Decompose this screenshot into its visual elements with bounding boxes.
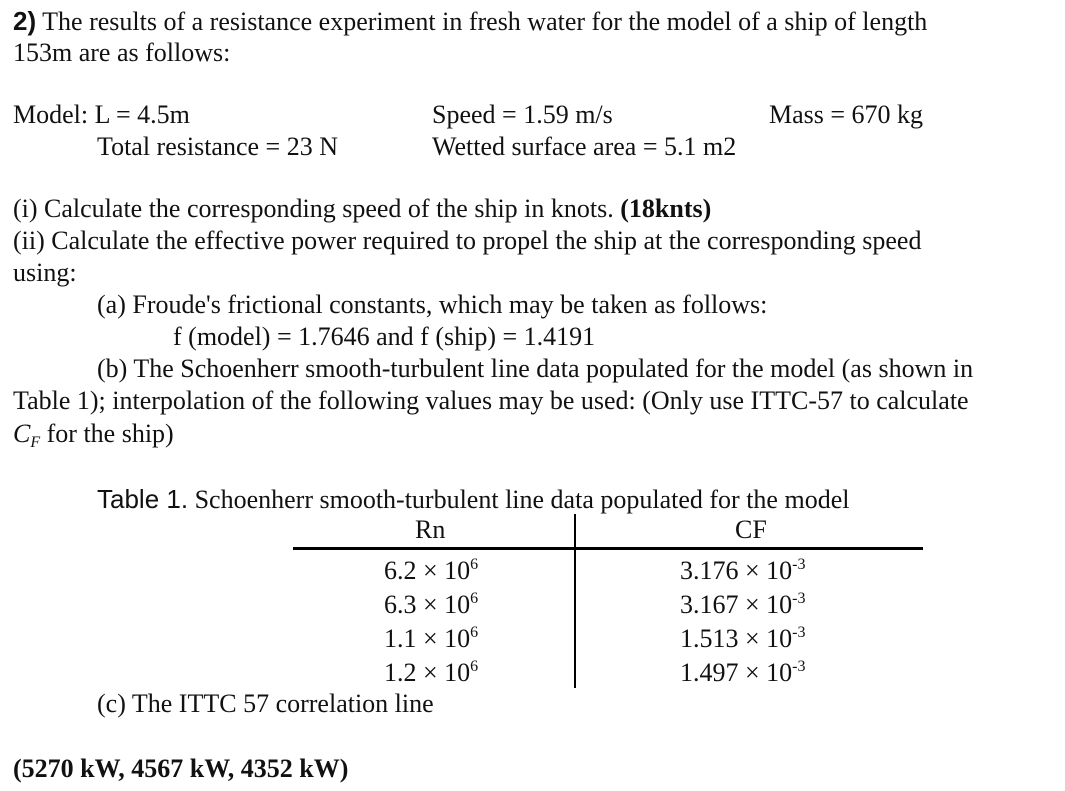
table-header-cf: CF (735, 515, 767, 544)
question-intro-line1 (13, 5, 927, 38)
model-speed: Speed = 1.59 m/s (432, 100, 613, 129)
question-intro-text: The results of a resistance experiment in fresh water for the model of a ship of length (42, 7, 928, 36)
cf-symbol: C (13, 419, 31, 448)
question-intro-line2: 153m are as follows: (13, 38, 231, 67)
part-c: (c) The ITTC 57 correlation line (97, 689, 434, 718)
part-a-line1: (a) Froude's frictional constants, which may be taken as follows: (97, 290, 768, 319)
model-total-resistance: Total resistance = 23 N (97, 132, 338, 161)
table-cell-cf: $1.497 \times 10^{-3}$ (680, 658, 806, 687)
model-mass: Mass = 670 kg (769, 100, 924, 129)
question-number: 2) (13, 6, 37, 36)
table-header-rule (293, 547, 923, 550)
table-cell-rn: $1.1 \times 10^6$ (384, 624, 479, 653)
part-ii-line1: (ii) Calculate the effective power required to propel the ship at the corresponding speed (13, 226, 922, 255)
table-caption-label: Table 1. (97, 484, 189, 514)
table-cell-cf: $3.176 \times 10^{-3}$ (680, 556, 806, 585)
table-cell-cf: $3.167 \times 10^{-3}$ (680, 590, 806, 619)
part-b-line3-rest: for the ship) (40, 419, 174, 448)
part-b-line2: Table 1); interpolation of the following values may be used: (Only use ITTC-57 to calculate (13, 386, 969, 415)
table-cell-rn: $1.2 \times 10^6$ (384, 658, 479, 687)
part-i (13, 193, 711, 225)
part-i-answer: (18knts) (620, 194, 712, 223)
part-b-line3 (13, 418, 174, 459)
part-a-line2: f (model) = 1.7646 and f (ship) = 1.4191 (173, 322, 596, 351)
final-answer: (5270 kW, 4567 kW, 4352 kW) (13, 754, 349, 783)
cf-subscript: F (30, 434, 41, 451)
table-caption-text: Schoenherr smooth-turbulent line data populated for the model (188, 485, 850, 514)
table-cell-rn: $6.2 \times 10^6$ (384, 556, 479, 585)
table-cell-cf: $1.513 \times 10^{-3}$ (680, 624, 806, 653)
table-cell-rn: $6.3 \times 10^6$ (384, 590, 479, 619)
model-length: Model: L = 4.5m (13, 100, 190, 129)
part-ii-line2: using: (13, 258, 77, 287)
part-i-text: (i) Calculate the corresponding speed of the ship in knots. (13, 194, 614, 223)
part-b-line1: (b) The Schoenherr smooth-turbulent line data populated for the model (as shown in (97, 354, 974, 383)
table-column-divider (574, 514, 576, 688)
model-wetted-surface: Wetted surface area = 5.1 m2 (432, 132, 737, 161)
table-header-rn: Rn (415, 515, 446, 544)
schoenherr-table (293, 510, 923, 690)
